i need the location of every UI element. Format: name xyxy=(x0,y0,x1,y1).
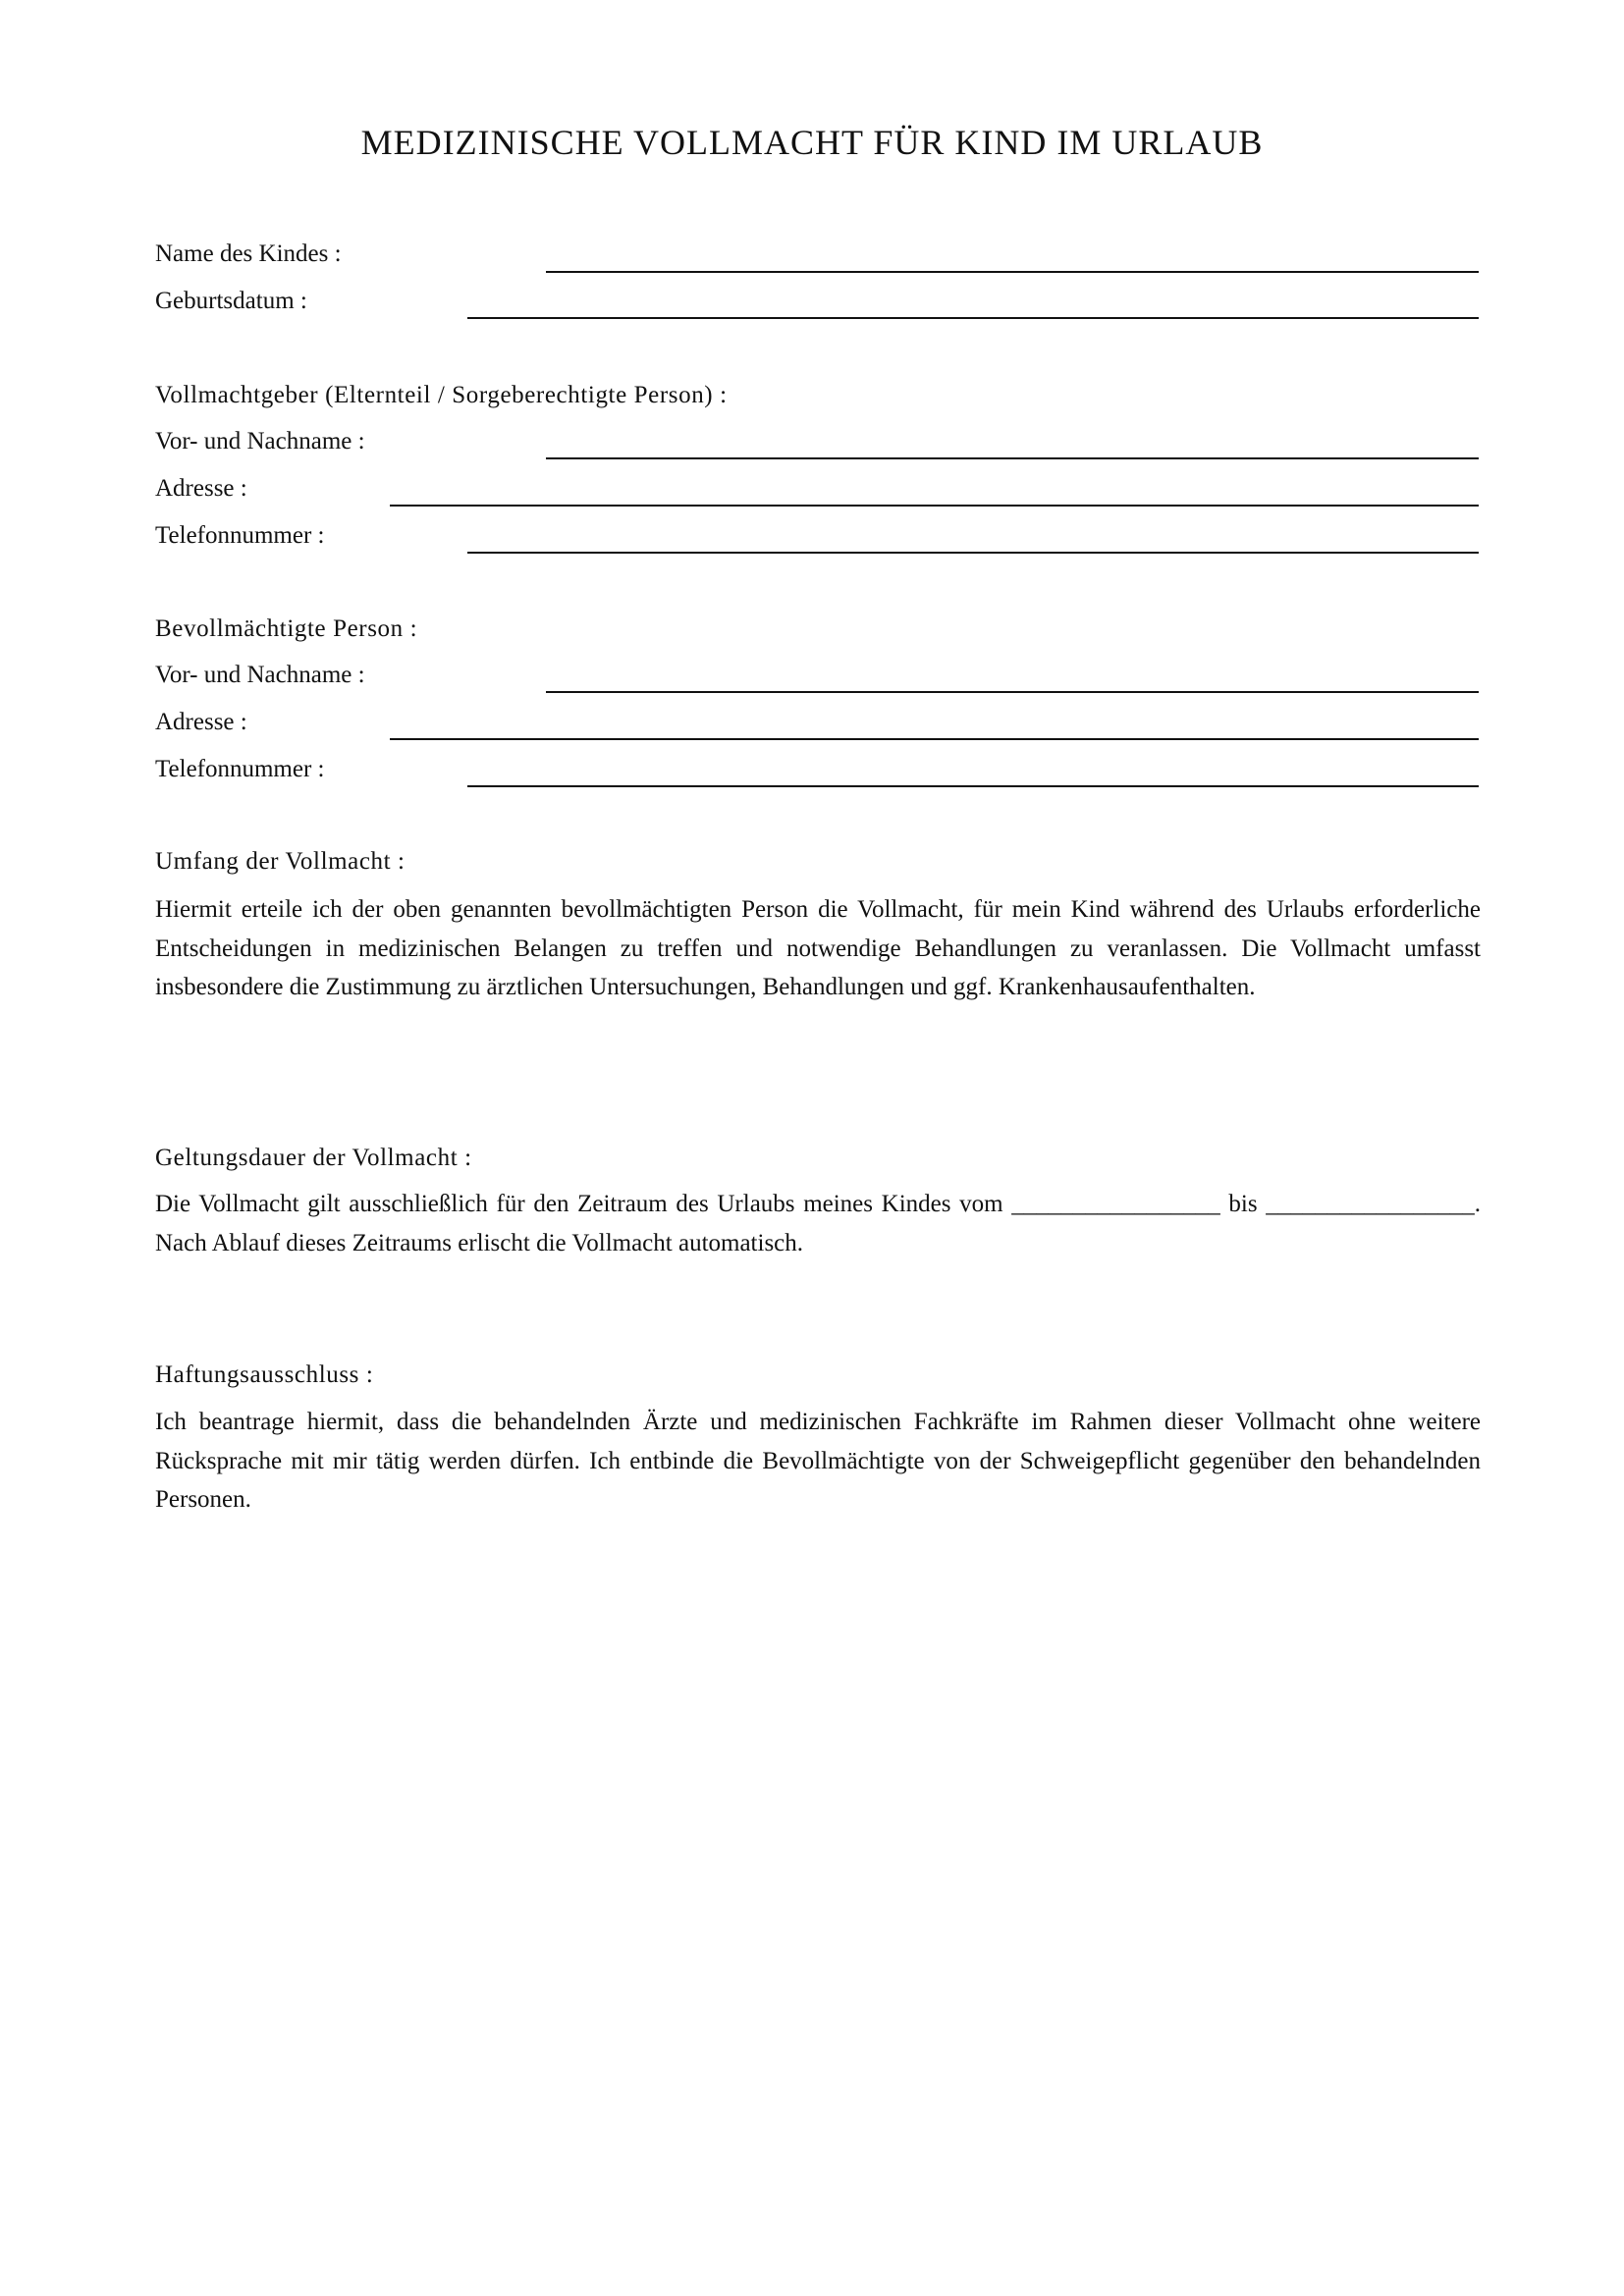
agent-name-label: Vor- und Nachname : xyxy=(155,662,365,688)
agent-address-label: Adresse : xyxy=(155,709,247,735)
agent-name-field[interactable] xyxy=(546,691,1479,693)
child-name-label: Name des Kindes : xyxy=(155,240,342,267)
liability-text: Ich beantrage hiermit, dass die behandelnden Ärzte und medizinischen Fachkräfte im Rahmen dieser Vollmacht ohne weitere Rücksprache mit mir tätig werden dürfen. Ich entbinde die Bevollmächtigte von der Schweigepflicht gegenüber den behandelnden Personen. xyxy=(155,1409,1481,1513)
document-title: MEDIZINISCHE VOLLMACHT FÜR KIND IM URLAUB xyxy=(360,123,1264,162)
liability-paragraph xyxy=(155,1403,1481,1520)
grantor-heading: Vollmachtgeber (Elternteil / Sorgeberechtigte Person) : xyxy=(155,382,728,408)
liability-heading: Haftungsausschluss : xyxy=(155,1362,374,1388)
grantor-address-label: Adresse : xyxy=(155,475,247,502)
grantor-phone-label: Telefonnummer : xyxy=(155,522,325,549)
child-birthdate-label: Geburtsdatum : xyxy=(155,288,307,314)
validity-text: Die Vollmacht gilt ausschließlich für den Zeitraum des Urlaubs meines Kindes vom _________________ bis _________________. Nach Ablauf dieses Zeitraums erlischt die Vollmacht automatisch. xyxy=(155,1191,1481,1256)
scope-paragraph xyxy=(155,890,1481,1007)
agent-phone-field[interactable] xyxy=(467,785,1479,787)
child-name-field[interactable] xyxy=(546,271,1479,273)
grantor-phone-field[interactable] xyxy=(467,552,1479,554)
agent-address-field[interactable] xyxy=(390,738,1479,740)
child-birthdate-field[interactable] xyxy=(467,317,1479,319)
validity-heading: Geltungsdauer der Vollmacht : xyxy=(155,1145,472,1171)
grantor-address-field[interactable] xyxy=(390,505,1479,507)
scope-heading: Umfang der Vollmacht : xyxy=(155,848,406,875)
agent-heading: Bevollmächtigte Person : xyxy=(155,615,418,642)
validity-paragraph xyxy=(155,1185,1481,1262)
grantor-name-field[interactable] xyxy=(546,457,1479,459)
agent-phone-label: Telefonnummer : xyxy=(155,756,325,782)
grantor-name-label: Vor- und Nachname : xyxy=(155,428,365,454)
scope-text: Hiermit erteile ich der oben genannten bevollmächtigten Person die Vollmacht, für mein Kind während des Urlaubs erforderliche Entscheidungen in medizinischen Belangen zu treffen und notwendige Behandlungen zu veranlassen. Die Vollmacht umfasst insbesondere die Zustimmung zu ärztlichen Untersuchungen, Behandlungen und ggf. Krankenhausaufenthalten. xyxy=(155,896,1481,1000)
